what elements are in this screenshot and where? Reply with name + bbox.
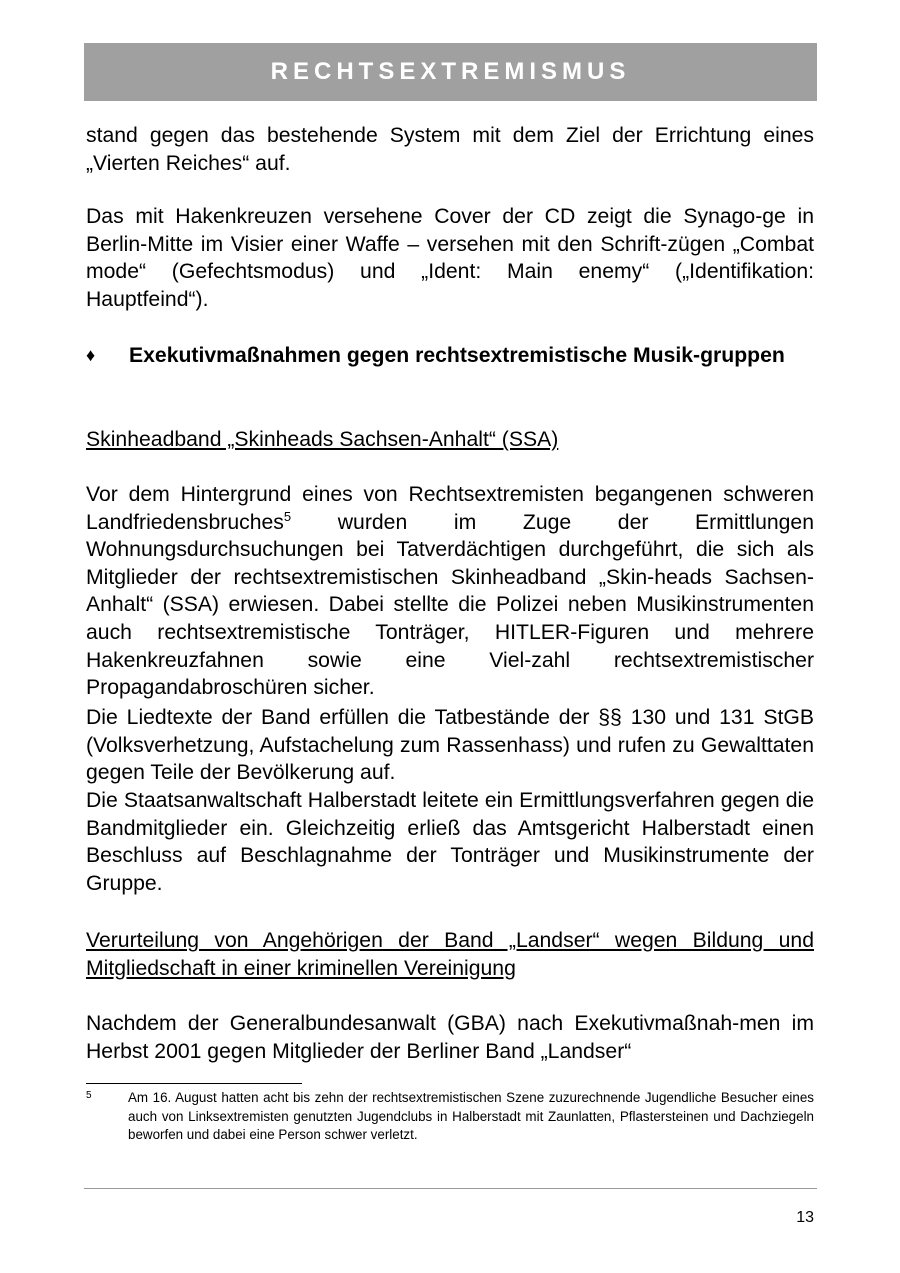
paragraph-landser: Nachdem der Generalbundesanwalt (GBA) nach Exekutivmaßnah-men im Herbst 2001 gegen Mitglieder der Berliner Band „Landser“ (86, 1012, 814, 1063)
paragraph-continuation: stand gegen das bestehende System mit dem Ziel der Errichtung eines „Vierten Reiches“ auf. (86, 124, 814, 175)
header-bar (84, 43, 817, 101)
paragraph-cd-cover: Das mit Hakenkreuzen versehene Cover der CD zeigt die Synago-ge in Berlin-Mitte im Visier einer Waffe – versehen mit den Schrift-zügen „Combat mode“ (Gefechtsmodus) und „Ident: Main enemy“ („Identifikation: Hauptfeind“). (86, 205, 814, 311)
subheading-landser: Verurteilung von Angehörigen der Band „Landser“ wegen Bildung und Mitgliedschaft in einer kriminellen Vereinigung (86, 929, 814, 980)
subheading-ssa: Skinheadband „Skinheads Sachsen-Anhalt“ (SSA) (86, 428, 559, 451)
section-heading-text: Exekutivmaßnahmen gegen rechtsextremistische Musik-gruppen (129, 344, 785, 367)
paragraph-ssa-text-start: Vor dem Hintergrund eines von Rechtsextremisten begangenen schweren Landfriedensbruches (86, 483, 814, 534)
footnote (86, 1089, 814, 1145)
paragraph-ssa-investigation (86, 481, 814, 702)
page-header-title: RECHTSEXTREMISMUS (270, 58, 631, 85)
footnote-reference: 5 (283, 508, 292, 524)
paragraph-ssa-lyrics: Die Liedtexte der Band erfüllen die Tatbestände der §§ 130 und 131 StGB (Volksverhetzung, Aufstachelung zum Rassenhass) und rufen zu Gewalttaten gegen Teile der Bevölkerung auf. (86, 706, 814, 785)
footnote-separator (86, 1083, 302, 1084)
diamond-bullet-icon: ♦ (86, 345, 96, 365)
page-number: 13 (796, 1209, 814, 1226)
footnote-number: 5 (86, 1090, 92, 1101)
section-heading (86, 342, 814, 370)
footnote-text: Am 16. August hatten acht bis zehn der rechtsextremistischen Szene zuzurechnende Jugendliche Besucher eines auch von Linksextremisten genutzten Jugendclubs in Halberstadt mit Zaunlatten, Pflastersteinen und Dachziegeln beworfen und dabei eine Person schwer verletzt. (128, 1090, 814, 1143)
paragraph-ssa-prosecution: Die Staatsanwaltschaft Halberstadt leitete ein Ermittlungsverfahren gegen die Bandmitglieder ein. Gleichzeitig erließ das Amtsgericht Halberstadt einen Beschluss auf Beschlagnahme der Tonträger und Musikinstrumente der Gruppe. (86, 789, 814, 895)
paragraph-ssa-text-end: wurden im Zuge der Ermittlungen Wohnungsdurchsuchungen bei Tatverdächtigen durchgeführt, die sich als Mitglieder der rechtsextremistischen Skinheadband „Skin-heads Sachsen-Anhalt“ (SSA) erwiesen. Dabei stellte die Polizei neben Musikinstrumenten auch rechtsextremistische Tonträger, HITLER-Figuren und mehrere Hakenkreuzfahnen sowie eine Viel-zahl rechtsextremistischer Propagandabroschüren sicher. (86, 510, 814, 700)
footer-divider (84, 1188, 817, 1189)
